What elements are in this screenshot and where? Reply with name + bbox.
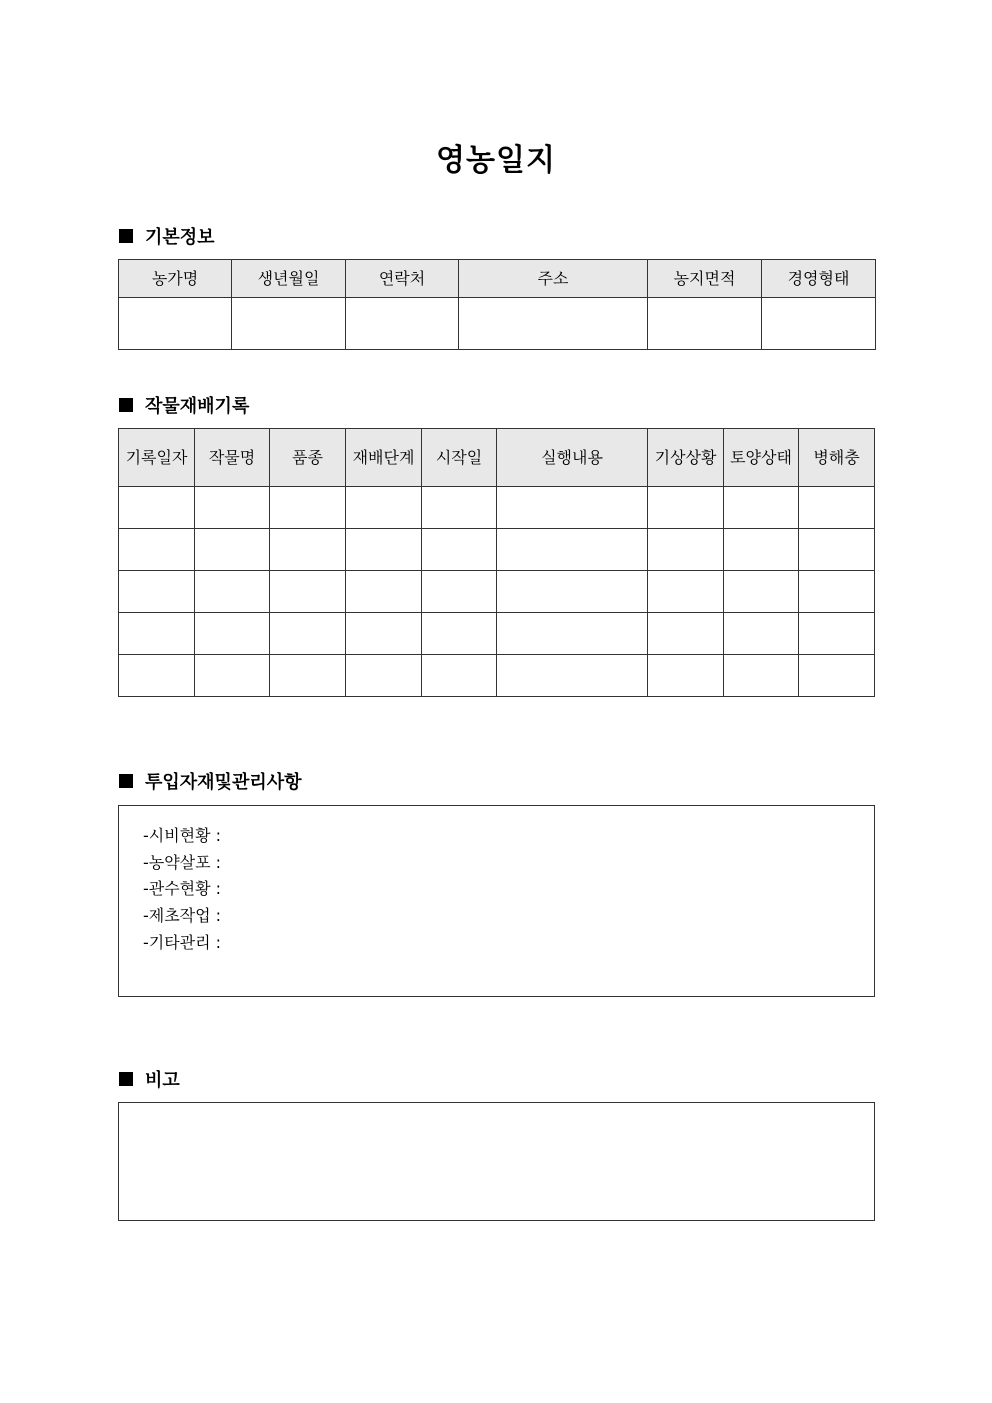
header-weather: 기상상황 [648,429,724,487]
table-cell[interactable] [422,613,497,655]
crop-record-table [118,428,875,697]
table-cell[interactable] [648,571,724,613]
inputs-list [143,823,221,957]
header-contact: 연락처 [346,260,459,298]
table-cell[interactable] [195,529,270,571]
farmland-area-cell[interactable] [648,298,762,350]
header-soil-condition: 토양상태 [724,429,799,487]
square-bullet-icon [119,229,133,243]
table-cell[interactable] [270,571,346,613]
table-cell[interactable] [497,571,648,613]
table-cell[interactable] [799,613,875,655]
header-crop-name: 작물명 [195,429,270,487]
table-row [119,529,875,571]
table-cell[interactable] [119,529,195,571]
table-header-row [119,260,876,298]
crop-record-heading [119,392,249,418]
basic-info-table [118,259,876,350]
header-activity: 실행내용 [497,429,648,487]
table-cell[interactable] [648,487,724,529]
table-cell[interactable] [724,613,799,655]
table-cell[interactable] [195,655,270,697]
table-cell[interactable] [119,655,195,697]
table-cell[interactable] [346,571,422,613]
table-cell[interactable] [497,613,648,655]
header-birth-date: 생년월일 [232,260,346,298]
table-cell[interactable] [270,655,346,697]
basic-info-heading-label: 기본정보 [145,227,215,248]
remarks-heading-label: 비고 [145,1070,180,1091]
crop-record-body [119,487,875,697]
contact-cell[interactable] [346,298,459,350]
crop-record-heading-label: 작물재배기록 [145,396,250,417]
inputs-heading [119,768,302,794]
page-title: 영농일지 [436,143,556,178]
header-management-type: 경영형태 [762,260,876,298]
table-cell[interactable] [648,655,724,697]
inputs-heading-label: 투입자재및관리사항 [145,772,302,793]
table-cell[interactable] [799,487,875,529]
table-header-row [119,429,875,487]
table-cell[interactable] [497,487,648,529]
table-row [119,655,875,697]
table-cell[interactable] [270,613,346,655]
table-cell[interactable] [195,613,270,655]
remarks-heading [119,1066,180,1092]
fertilizer-line: -시비현황 : [143,826,222,845]
table-cell[interactable] [270,529,346,571]
table-cell[interactable] [346,655,422,697]
table-cell[interactable] [497,655,648,697]
table-cell[interactable] [270,487,346,529]
table-row [119,487,875,529]
header-variety: 품종 [270,429,346,487]
weeding-line: -제초작업 : [143,906,222,926]
table-cell[interactable] [648,529,724,571]
table-cell[interactable] [422,487,497,529]
table-row [119,298,876,350]
table-row [119,613,875,655]
management-type-cell[interactable] [762,298,876,350]
birth-date-cell[interactable] [232,298,346,350]
table-cell[interactable] [799,571,875,613]
header-farm-name: 농가명 [119,260,232,298]
header-record-date: 기록일자 [119,429,195,487]
table-cell[interactable] [724,529,799,571]
address-cell[interactable] [459,298,648,350]
square-bullet-icon [119,774,133,788]
table-row [119,571,875,613]
table-cell[interactable] [422,571,497,613]
table-cell[interactable] [119,613,195,655]
table-cell[interactable] [724,487,799,529]
inputs-box[interactable] [118,805,875,997]
table-cell[interactable] [346,613,422,655]
table-cell[interactable] [195,487,270,529]
header-address: 주소 [459,260,648,298]
table-cell[interactable] [648,613,724,655]
irrigation-line: -관수현황 : [143,879,222,899]
header-farmland-area: 농지면적 [648,260,762,298]
table-cell[interactable] [799,529,875,571]
basic-info-heading [119,223,215,249]
square-bullet-icon [119,1072,133,1086]
farm-name-cell[interactable] [119,298,232,350]
header-cultivation-stage: 재배단계 [346,429,422,487]
table-cell[interactable] [422,655,497,697]
table-cell[interactable] [799,655,875,697]
table-cell[interactable] [346,529,422,571]
remarks-box[interactable] [118,1102,875,1221]
table-cell[interactable] [119,571,195,613]
table-cell[interactable] [119,487,195,529]
table-cell[interactable] [346,487,422,529]
other-management-line: -기타관리 : [143,932,222,952]
header-pests: 병해충 [799,429,875,487]
table-cell[interactable] [724,571,799,613]
square-bullet-icon [119,398,133,412]
table-cell[interactable] [422,529,497,571]
table-cell[interactable] [195,571,270,613]
pesticide-line: -농약살포 : [143,852,222,872]
table-cell[interactable] [724,655,799,697]
table-cell[interactable] [497,529,648,571]
header-start-date: 시작일 [422,429,497,487]
